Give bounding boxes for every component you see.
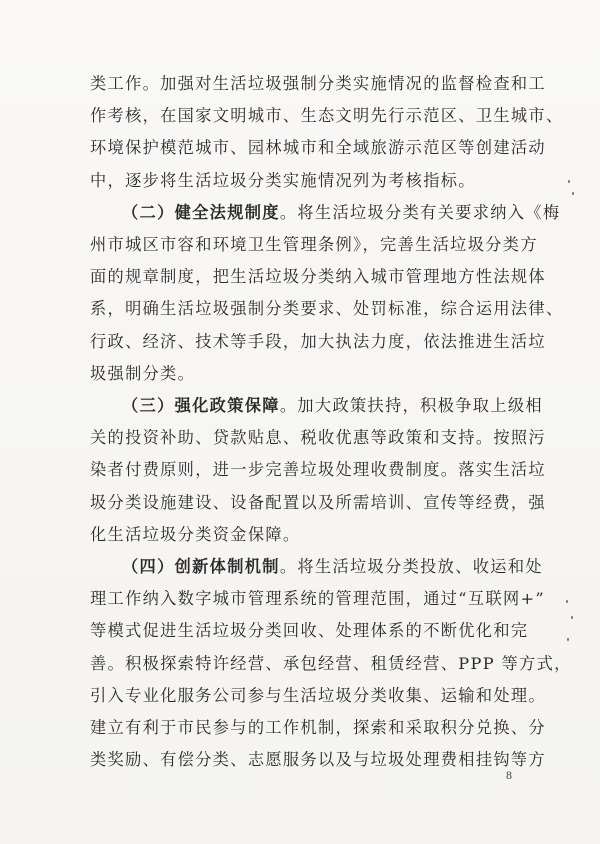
scan-speck [567, 638, 569, 641]
text-line: 圾分类设施建设、设备配置以及所需培训、宣传等经费，强 [90, 492, 546, 512]
text-line: 善。积极探索特许经营、承包经营、租赁经营、PPP 等方式， [90, 653, 572, 673]
scan-speck [566, 600, 568, 603]
text-line: 环境保护模范城市、园林城市和全域旅游示范区等创建活动 [90, 138, 546, 158]
text-line: 建立有利于市民参与的工作机制，探索和采取积分兑换、分 [90, 718, 546, 738]
text-line: 化生活垃圾分类资金保障。 [90, 524, 301, 544]
text-line: 州市城区市容和环境卫生管理条例》，完善生活垃圾分类方 [90, 235, 538, 255]
paragraph-mechanism [90, 551, 572, 776]
text-line: 引入专业化服务公司参与生活垃圾分类收集、运输和处理。 [90, 685, 546, 705]
text-line: 圾强制分类。 [90, 363, 196, 383]
text-line: 系，明确生活垃圾强制分类要求、处罚标准，综合运用法律、 [90, 299, 564, 319]
text-line: 染者付费原则，进一步完善垃圾处理收费制度。落实生活垃 [90, 460, 546, 480]
text-line [90, 390, 543, 422]
text-line [90, 197, 561, 229]
text-line: 关的投资补助、贷款贴息、税收优惠等政策和支持。按照污 [90, 428, 546, 448]
page-number: 8 [506, 768, 512, 782]
text-line [90, 551, 543, 583]
text-fragment: 。加大政策扶持，积极争取上级相 [279, 396, 543, 416]
section-heading: （三）强化政策保障 [122, 396, 280, 416]
text-fragment: 。将生活垃圾分类有关要求纳入《梅 [279, 202, 561, 222]
scan-speck [572, 192, 574, 195]
text-line: 面的规章制度，把生活垃圾分类纳入城市管理地方性法规体 [90, 267, 546, 287]
paragraph-regulations [90, 197, 564, 390]
section-heading: （二）健全法规制度 [122, 202, 280, 222]
scan-speck [568, 180, 570, 183]
body-text [90, 68, 572, 776]
text-line: 作考核，在国家文明城市、生态文明先行示范区、卫生城市、 [90, 106, 564, 126]
text-line: 类工作。加强对生活垃圾强制分类实施情况的监督检查和工 [90, 74, 546, 93]
paragraph-evaluation [90, 68, 564, 197]
text-fragment: 。将生活垃圾分类投放、收运和处 [279, 557, 543, 577]
scan-speck [571, 616, 573, 619]
text-line: 中，逐步将生活垃圾分类实施情况列为考核指标。 [90, 170, 476, 190]
text-line: 行政、经济、技术等手段，加大执法力度，依法推进生活垃 [90, 331, 546, 351]
text-line: 类奖励、有偿分类、志愿服务以及与垃圾处理费相挂钩等方 [90, 750, 546, 770]
text-line: 等模式促进生活垃圾分类回收、处理体系的不断优化和完 [90, 621, 529, 641]
text-line: 理工作纳入数字城市管理系统的管理范围，通过“互联网+” [90, 589, 546, 609]
section-heading: （四）创新体制机制 [122, 557, 280, 577]
paragraph-policy [90, 390, 546, 551]
